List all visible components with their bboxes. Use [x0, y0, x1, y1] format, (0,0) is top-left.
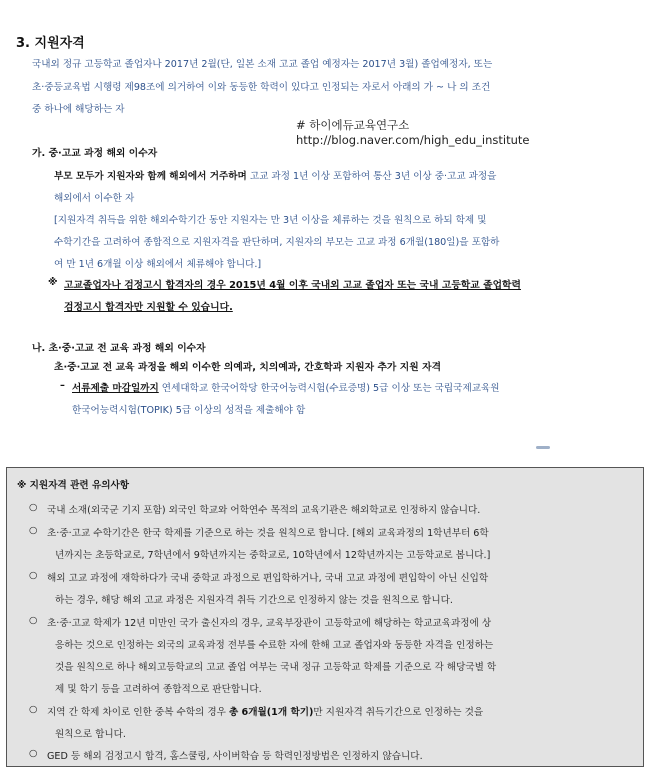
note-2-line-1: 초·중·고교 수학기간은 한국 학제를 기준으로 하는 것을 원칙으로 합니다. [해외 교육과정의 1학년부터 6학: [47, 528, 489, 539]
intro-line-3: 중 하나에 해당하는 자: [32, 104, 125, 115]
ga-bold-lead: 부모 모두가 지원자와 함께 해외에서 거주하며: [54, 171, 247, 182]
na-line-2: 한국어능력시험(TOPIK) 5급 이상의 성적을 제출해야 함: [72, 405, 306, 416]
ga-bracket-1: [지원자격 취득을 위한 해외수학기간 동안 지원자는 만 3년 이상을 체류하는 것을 원칙으로 하되 학제 및: [54, 215, 487, 226]
ga-note-line-1: 고교졸업자나 검정고시 합격자의 경우 2015년 4월 이후 국내외 고교 졸업자 또는 국내 고등학교 졸업학력: [64, 280, 521, 291]
note-3-line-1: 해외 고교 과정에 재학하다가 국내 중학교 과정으로 편입학하거나, 국내 고교 과정에 편입학이 아닌 신입학: [47, 573, 489, 584]
note-5-bold: 총 6개월(1개 학기): [228, 707, 314, 718]
na-line-1: [72, 380, 500, 394]
bullet-5: ○: [29, 704, 38, 715]
note-5-post: 만 지원자격 취득기간으로 인정하는 것을: [313, 707, 484, 718]
note-2-line-2: 년까지는 초등학교로, 7학년에서 9학년까지는 중학교로, 10학년에서 12학년까지는 고등학교로 봅니다.]: [55, 550, 491, 561]
bullet-4: ○: [29, 615, 38, 626]
ga-heading: 가. 중·고교 과정 해외 이수자: [32, 148, 158, 159]
na-line-1-rest: 연세대학교 한국어학당 한국어능력시험(수료증명) 5급 이상 또는 국립국제교육원: [158, 383, 500, 394]
note-4-line-3: 것을 원칙으로 하나 해외고등학교의 고교 졸업 여부는 국내 정규 고등학교 학제를 기준으로 각 해당국별 학: [55, 662, 497, 673]
note-5-line-2: 원칙으로 합니다.: [55, 729, 126, 740]
decorative-mark: [536, 446, 550, 449]
na-dash: –: [60, 380, 65, 391]
ga-note-line-2: 검정고시 합격자만 지원할 수 있습니다.: [64, 302, 233, 313]
ga-bracket-3: 여 만 1년 6개월 이상 해외에서 체류해야 합니다.]: [54, 259, 262, 270]
note-6-line-1: GED 등 해외 검정고시 합격, 홈스쿨링, 사이버학습 등 학력인정방법은 인정하지 않습니다.: [47, 751, 423, 762]
intro-line-1: 국내외 정규 고등학교 졸업자나 2017년 2월(단, 일본 소재 고교 졸업 예정자는 2017년 3월) 졸업예정자, 또는: [32, 59, 493, 70]
notes-title: ※ 지원자격 관련 유의사항: [17, 480, 130, 491]
bullet-2: ○: [29, 525, 38, 536]
na-deadline-label: 서류제출 마감일까지: [72, 383, 159, 394]
watermark-url: http://blog.naver.com/high_edu_institute: [296, 133, 530, 147]
bullet-1: ○: [29, 502, 38, 513]
ga-lead-rest: 고교 과정 1년 이상 포함하여 통산 3년 이상 중·고교 과정을: [246, 171, 497, 182]
ga-lead-line: [54, 168, 496, 182]
ga-bracket-2: 수학기간을 고려하여 종합적으로 지원자격을 판단하며, 지원자의 부모는 고교 과정 6개월(180일)을 포함하: [54, 237, 500, 248]
notes-box: [6, 467, 644, 767]
note-4-line-1: 초·중·고교 학제가 12년 미만인 국가 출신자의 경우, 교육부장관이 고등학교에 해당하는 학교교육과정에 상: [47, 618, 492, 629]
note-4-line-2: 응하는 것으로 인정하는 외국의 교육과정 전부를 수료한 자에 한해 고교 졸업자와 동등한 자격을 인정하는: [55, 640, 494, 651]
bullet-6: ○: [29, 748, 38, 759]
note-5-pre: 지역 간 학제 차이로 인한 중복 수학의 경우: [47, 707, 229, 718]
bullet-3: ○: [29, 570, 38, 581]
note-3-line-2: 하는 경우, 해당 해외 고교 과정은 지원자격 취득 기간으로 인정하지 않는 것을 원칙으로 합니다.: [55, 595, 453, 606]
note-4-line-4: 제 및 학기 등을 고려하여 종합적으로 판단합니다.: [55, 684, 262, 695]
na-subheading: 초·중·고교 전 교육 과정을 해외 이수한 의예과, 치의예과, 간호학과 지원자 추가 지원 자격: [54, 362, 442, 373]
note-5-line-1: [47, 704, 483, 718]
ga-line-2: 해외에서 이수한 자: [54, 193, 135, 204]
intro-line-2: 초·중등교육법 시행령 제98조에 의거하여 이와 동등한 학력이 있다고 인정되는 자로서 아래의 가 ~ 나 의 조건: [32, 82, 491, 93]
section-title: 3. 지원자격: [16, 36, 85, 51]
ga-note-mark: ※: [48, 277, 58, 288]
note-1-line-1: 국내 소재(외국군 기지 포함) 외국인 학교와 어학연수 목적의 교육기관은 해외학교로 인정하지 않습니다.: [47, 505, 481, 516]
na-heading: 나. 초·중·고교 전 교육 과정 해외 이수자: [32, 343, 206, 354]
watermark-title: # 하이에듀교육연구소: [296, 118, 410, 132]
